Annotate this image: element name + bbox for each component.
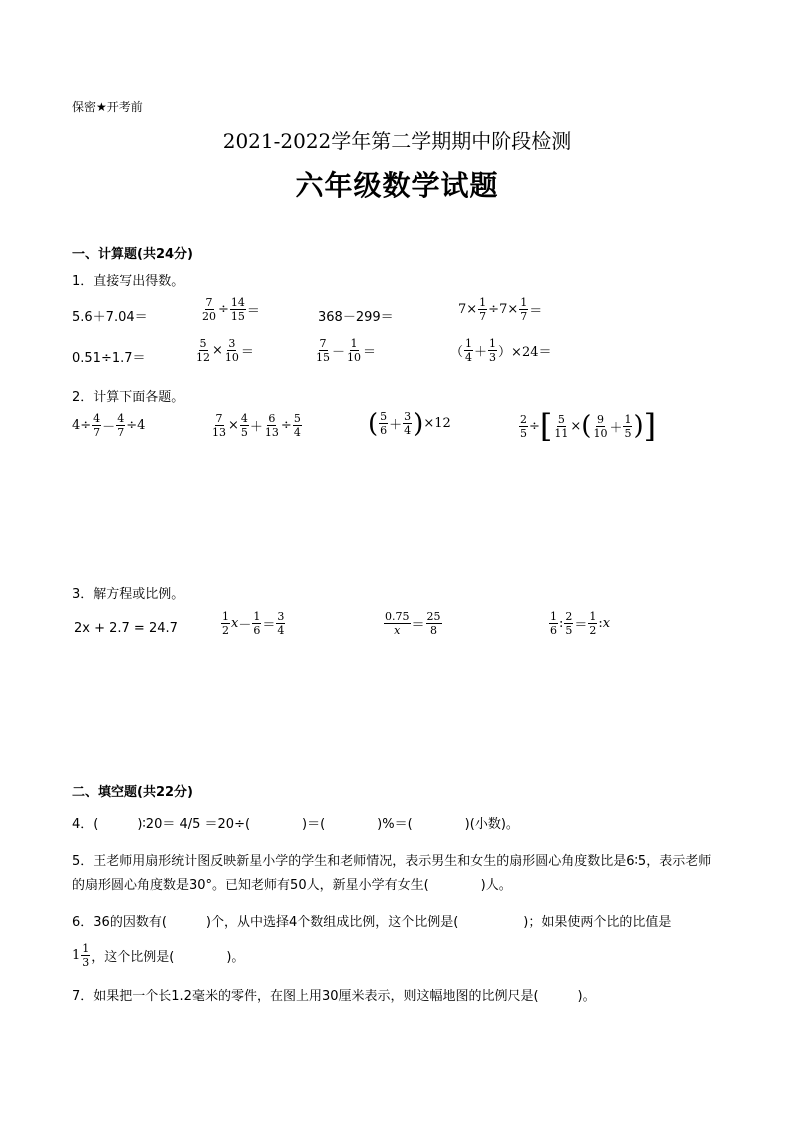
equation-4: 1 6 : 2 5 ＝ 1 2 : x: [550, 610, 611, 637]
confidential-label: 保密★开考前: [72, 100, 143, 114]
calc-8: （ 1 4 ＋ $\frac{1}{3}$ ） ×24＝: [450, 337, 552, 364]
question-3-label: 3．解方程或比例。: [72, 587, 185, 602]
expr-3: ( 5 6 ＋ 3 4 ) ×12: [368, 408, 451, 439]
section-2-heading: 二、填空题(共22分): [72, 785, 193, 800]
calc-6: 5 12 × 3 10 ＝: [196, 337, 254, 364]
section-1-heading: 一、计算题(共24分): [72, 247, 193, 262]
calc-4: 7× 1 7 ÷7× 1 7 ＝: [458, 296, 543, 323]
question-1-label: 1．直接写出得数。: [72, 274, 185, 289]
exam-title: 2021-2022学年第二学期期中阶段检测: [222, 129, 572, 153]
equation-3: 0.75 x ＝ 25 8: [385, 610, 441, 637]
calc-7: 7 15 － 1 10 ＝: [316, 337, 377, 364]
expr-2: 7 13 × 4 5 ＋ 6 13 ÷ 5 4: [212, 412, 301, 439]
expr-4: 2 5 ÷ [ 5 11 × ( 9 10 ＋ 1 5 ) ]: [520, 407, 657, 445]
question-4: 4．( )∶20＝ 4/5 ＝20÷( )＝( )%＝( )(小数)。: [72, 817, 519, 832]
question-6-continued: 1 1 3 ，这个比例是( )。: [72, 942, 245, 969]
calc-8-tail: ×24＝: [511, 345, 552, 360]
calc-1: 5.6＋7.04＝: [72, 310, 148, 325]
expr-1: 4÷ 4 7 － 4 7 ÷4: [72, 412, 146, 439]
equation-1: 2x + 2.7 = 24.7: [74, 621, 178, 636]
calc-2: 7 20 ÷ 14 15 ＝: [202, 296, 260, 323]
question-2-label: 2．计算下面各题。: [72, 390, 185, 405]
exam-subtitle: 六年级数学试题: [295, 169, 499, 202]
question-6: 6．36的因数有( )个，从中选择4个数组成比例，这个比例是( )；如果使两个比的比值是: [72, 915, 672, 930]
question-6-tail: ，这个比例是( )。: [91, 950, 245, 965]
equation-2: 1 2 x － 1 6 ＝ 3 4: [222, 610, 285, 637]
calc-3: 368－299＝: [318, 310, 394, 325]
question-5: 5．王老师用扇形统计图反映新星小学的学生和老师情况，表示男生和女生的扇形圆心角度数比是6∶5，表示老师的扇形圆心角度数是30°。已知老师有50人，新星小学有女生( )人。: [72, 854, 712, 893]
question-7: 7．如果把一个长1.2毫米的零件，在图上用30厘米表示，则这幅地图的比例尺是( )。: [72, 989, 596, 1004]
calc-5: 0.51÷1.7＝: [72, 351, 146, 366]
